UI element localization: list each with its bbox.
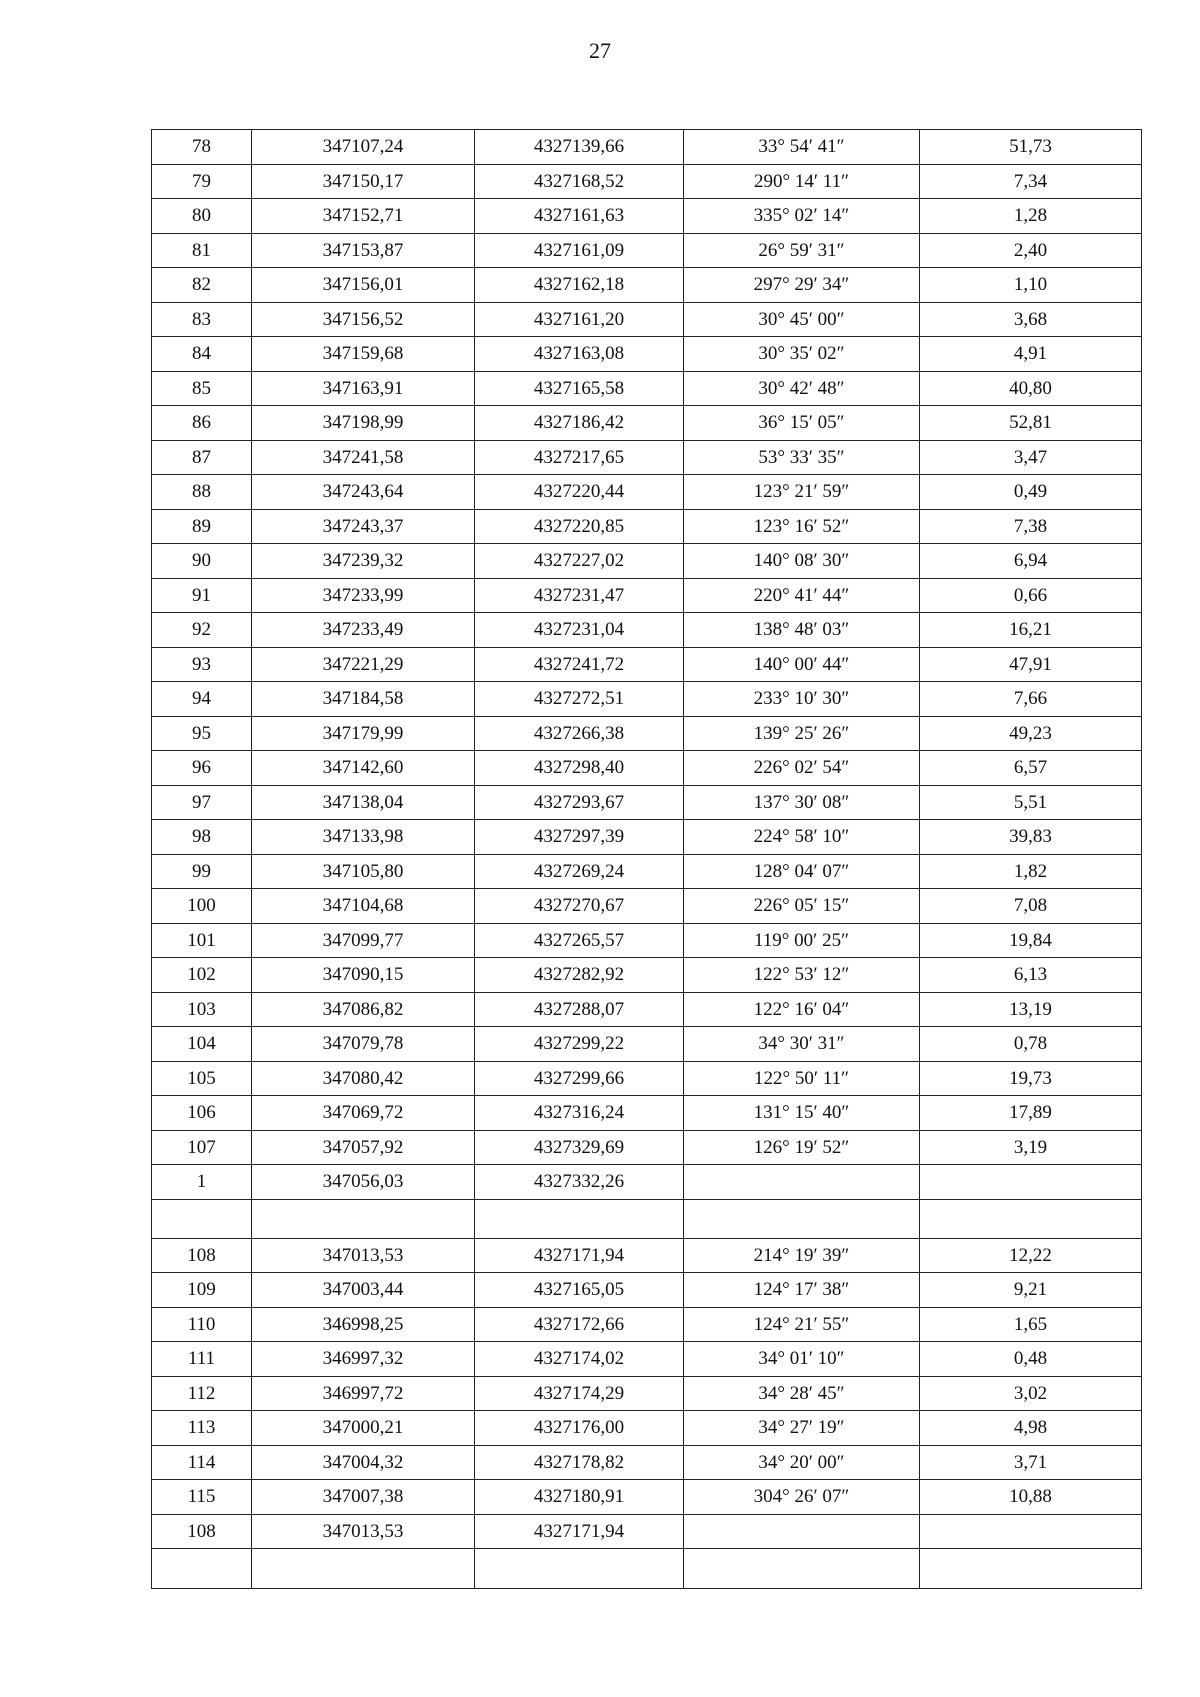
y-coordinate-cell: 4327269,24 [475,854,684,889]
point-number-cell: 95 [152,716,252,751]
x-coordinate-cell: 346998,25 [252,1307,475,1342]
y-coordinate-cell [475,1549,684,1589]
table-row [152,1027,1142,1062]
direction-angle-cell: 290° 14′ 11″ [684,164,920,199]
table-row [152,958,1142,993]
direction-angle-cell: 124° 17′ 38″ [684,1273,920,1308]
point-number-cell: 101 [152,923,252,958]
point-number-cell: 91 [152,578,252,613]
x-coordinate-cell: 347069,72 [252,1096,475,1131]
point-number-cell: 79 [152,164,252,199]
point-number-cell: 112 [152,1376,252,1411]
table-row [152,1445,1142,1480]
distance-cell: 3,19 [920,1130,1142,1165]
distance-cell: 3,47 [920,440,1142,475]
point-number-cell: 99 [152,854,252,889]
direction-angle-cell: 34° 30′ 31″ [684,1027,920,1062]
distance-cell: 52,81 [920,406,1142,441]
point-number-cell: 80 [152,199,252,234]
x-coordinate-cell: 347105,80 [252,854,475,889]
point-number-cell: 90 [152,544,252,579]
table-row [152,475,1142,510]
direction-angle-cell: 34° 01′ 10″ [684,1342,920,1377]
point-number-cell: 104 [152,1027,252,1062]
y-coordinate-cell: 4327299,66 [475,1061,684,1096]
x-coordinate-cell: 347138,04 [252,785,475,820]
table-row [152,1514,1142,1549]
distance-cell: 9,21 [920,1273,1142,1308]
y-coordinate-cell: 4327161,20 [475,302,684,337]
table-row [152,130,1142,165]
x-coordinate-cell: 347003,44 [252,1273,475,1308]
y-coordinate-cell: 4327178,82 [475,1445,684,1480]
distance-cell: 17,89 [920,1096,1142,1131]
y-coordinate-cell: 4327332,26 [475,1165,684,1200]
table-row [152,820,1142,855]
distance-cell: 1,82 [920,854,1142,889]
table-row [152,233,1142,268]
distance-cell: 1,28 [920,199,1142,234]
distance-cell: 39,83 [920,820,1142,855]
direction-angle-cell: 124° 21′ 55″ [684,1307,920,1342]
y-coordinate-cell: 4327231,04 [475,613,684,648]
x-coordinate-cell: 347104,68 [252,889,475,924]
y-coordinate-cell: 4327139,66 [475,130,684,165]
x-coordinate-cell: 347241,58 [252,440,475,475]
point-number-cell: 113 [152,1411,252,1446]
x-coordinate-cell: 347079,78 [252,1027,475,1062]
table-row [152,682,1142,717]
table-row [152,337,1142,372]
point-number-cell: 106 [152,1096,252,1131]
x-coordinate-cell: 347221,29 [252,647,475,682]
y-coordinate-cell: 4327329,69 [475,1130,684,1165]
point-number-cell: 96 [152,751,252,786]
coordinates-table [151,129,1142,1589]
y-coordinate-cell: 4327288,07 [475,992,684,1027]
x-coordinate-cell: 347013,53 [252,1238,475,1273]
table-row [152,268,1142,303]
point-number-cell: 88 [152,475,252,510]
direction-angle-cell: 30° 35′ 02″ [684,337,920,372]
y-coordinate-cell: 4327161,09 [475,233,684,268]
y-coordinate-cell: 4327282,92 [475,958,684,993]
distance-cell: 7,38 [920,509,1142,544]
direction-angle-cell: 34° 28′ 45″ [684,1376,920,1411]
point-number-cell: 89 [152,509,252,544]
y-coordinate-cell: 4327297,39 [475,820,684,855]
y-coordinate-cell: 4327217,65 [475,440,684,475]
y-coordinate-cell [475,1199,684,1238]
distance-cell [920,1514,1142,1549]
distance-cell: 1,65 [920,1307,1142,1342]
point-number-cell: 94 [152,682,252,717]
x-coordinate-cell: 347057,92 [252,1130,475,1165]
distance-cell: 3,68 [920,302,1142,337]
y-coordinate-cell: 4327265,57 [475,923,684,958]
y-coordinate-cell: 4327168,52 [475,164,684,199]
distance-cell: 6,94 [920,544,1142,579]
y-coordinate-cell: 4327161,63 [475,199,684,234]
x-coordinate-cell: 347090,15 [252,958,475,993]
point-number-cell: 108 [152,1238,252,1273]
distance-cell: 13,19 [920,992,1142,1027]
distance-cell: 2,40 [920,233,1142,268]
point-number-cell: 107 [152,1130,252,1165]
table-row [152,785,1142,820]
point-number-cell: 100 [152,889,252,924]
distance-cell [920,1165,1142,1200]
distance-cell: 6,13 [920,958,1142,993]
direction-angle-cell: 220° 41′ 44″ [684,578,920,613]
table-row [152,1199,1142,1238]
distance-cell: 0,49 [920,475,1142,510]
table-row [152,1411,1142,1446]
table-row [152,371,1142,406]
direction-angle-cell: 226° 05′ 15″ [684,889,920,924]
table-row [152,751,1142,786]
x-coordinate-cell: 347159,68 [252,337,475,372]
direction-angle-cell: 33° 54′ 41″ [684,130,920,165]
direction-angle-cell: 224° 58′ 10″ [684,820,920,855]
direction-angle-cell [684,1514,920,1549]
distance-cell: 0,78 [920,1027,1142,1062]
direction-angle-cell: 226° 02′ 54″ [684,751,920,786]
x-coordinate-cell: 347163,91 [252,371,475,406]
table-row [152,716,1142,751]
point-number-cell: 103 [152,992,252,1027]
y-coordinate-cell: 4327176,00 [475,1411,684,1446]
x-coordinate-cell: 347156,52 [252,302,475,337]
point-number-cell: 114 [152,1445,252,1480]
y-coordinate-cell: 4327174,02 [475,1342,684,1377]
point-number-cell: 108 [152,1514,252,1549]
point-number-cell: 105 [152,1061,252,1096]
direction-angle-cell: 36° 15′ 05″ [684,406,920,441]
y-coordinate-cell: 4327231,47 [475,578,684,613]
x-coordinate-cell: 347000,21 [252,1411,475,1446]
y-coordinate-cell: 4327163,08 [475,337,684,372]
y-coordinate-cell: 4327165,05 [475,1273,684,1308]
y-coordinate-cell: 4327298,40 [475,751,684,786]
y-coordinate-cell: 4327266,38 [475,716,684,751]
distance-cell: 19,84 [920,923,1142,958]
distance-cell: 7,08 [920,889,1142,924]
point-number-cell: 1 [152,1165,252,1200]
point-number-cell: 87 [152,440,252,475]
x-coordinate-cell: 347099,77 [252,923,475,958]
distance-cell: 6,57 [920,751,1142,786]
table-row [152,164,1142,199]
point-number-cell: 102 [152,958,252,993]
y-coordinate-cell: 4327171,94 [475,1514,684,1549]
x-coordinate-cell: 347156,01 [252,268,475,303]
distance-cell: 7,66 [920,682,1142,717]
table-row [152,647,1142,682]
point-number-cell: 82 [152,268,252,303]
distance-cell: 40,80 [920,371,1142,406]
table-row [152,854,1142,889]
y-coordinate-cell: 4327299,22 [475,1027,684,1062]
point-number-cell: 98 [152,820,252,855]
x-coordinate-cell: 347152,71 [252,199,475,234]
table-row [152,544,1142,579]
distance-cell: 47,91 [920,647,1142,682]
direction-angle-cell: 139° 25′ 26″ [684,716,920,751]
table-row [152,1096,1142,1131]
table-row [152,1549,1142,1589]
point-number-cell [152,1549,252,1589]
point-number-cell: 97 [152,785,252,820]
x-coordinate-cell [252,1549,475,1589]
distance-cell: 1,10 [920,268,1142,303]
distance-cell: 3,02 [920,1376,1142,1411]
y-coordinate-cell: 4327186,42 [475,406,684,441]
point-number-cell: 83 [152,302,252,337]
table-row [152,302,1142,337]
direction-angle-cell: 122° 50′ 11″ [684,1061,920,1096]
distance-cell [920,1199,1142,1238]
x-coordinate-cell: 347243,37 [252,509,475,544]
distance-cell: 7,34 [920,164,1142,199]
table-row [152,992,1142,1027]
table-row [152,889,1142,924]
page-number: 27 [589,38,611,63]
x-coordinate-cell: 347198,99 [252,406,475,441]
y-coordinate-cell: 4327220,44 [475,475,684,510]
direction-angle-cell: 304° 26′ 07″ [684,1480,920,1515]
y-coordinate-cell: 4327174,29 [475,1376,684,1411]
direction-angle-cell [684,1549,920,1589]
distance-cell: 4,98 [920,1411,1142,1446]
point-number-cell: 115 [152,1480,252,1515]
y-coordinate-cell: 4327272,51 [475,682,684,717]
table-row [152,1061,1142,1096]
distance-cell: 10,88 [920,1480,1142,1515]
direction-angle-cell: 137° 30′ 08″ [684,785,920,820]
x-coordinate-cell: 347243,64 [252,475,475,510]
point-number-cell: 85 [152,371,252,406]
table-row [152,440,1142,475]
table-row [152,1376,1142,1411]
direction-angle-cell: 119° 00′ 25″ [684,923,920,958]
x-coordinate-cell: 347239,32 [252,544,475,579]
y-coordinate-cell: 4327180,91 [475,1480,684,1515]
x-coordinate-cell: 347107,24 [252,130,475,165]
point-number-cell: 86 [152,406,252,441]
y-coordinate-cell: 4327172,66 [475,1307,684,1342]
direction-angle-cell: 123° 16′ 52″ [684,509,920,544]
y-coordinate-cell: 4327171,94 [475,1238,684,1273]
x-coordinate-cell: 347153,87 [252,233,475,268]
distance-cell: 19,73 [920,1061,1142,1096]
direction-angle-cell [684,1199,920,1238]
direction-angle-cell: 131° 15′ 40″ [684,1096,920,1131]
x-coordinate-cell: 347179,99 [252,716,475,751]
table-row [152,1238,1142,1273]
table-row [152,1480,1142,1515]
y-coordinate-cell: 4327316,24 [475,1096,684,1131]
y-coordinate-cell: 4327220,85 [475,509,684,544]
direction-angle-cell: 34° 27′ 19″ [684,1411,920,1446]
point-number-cell: 109 [152,1273,252,1308]
direction-angle-cell: 140° 00′ 44″ [684,647,920,682]
distance-cell: 0,66 [920,578,1142,613]
distance-cell: 12,22 [920,1238,1142,1273]
x-coordinate-cell: 347142,60 [252,751,475,786]
distance-cell: 51,73 [920,130,1142,165]
direction-angle-cell: 138° 48′ 03″ [684,613,920,648]
point-number-cell: 111 [152,1342,252,1377]
distance-cell: 0,48 [920,1342,1142,1377]
direction-angle-cell: 335° 02′ 14″ [684,199,920,234]
x-coordinate-cell: 347184,58 [252,682,475,717]
x-coordinate-cell: 347056,03 [252,1165,475,1200]
x-coordinate-cell: 347233,99 [252,578,475,613]
x-coordinate-cell: 346997,32 [252,1342,475,1377]
direction-angle-cell: 233° 10′ 30″ [684,682,920,717]
point-number-cell: 93 [152,647,252,682]
x-coordinate-cell: 347150,17 [252,164,475,199]
table-row [152,1130,1142,1165]
distance-cell [920,1549,1142,1589]
point-number-cell: 92 [152,613,252,648]
direction-angle-cell: 123° 21′ 59″ [684,475,920,510]
table-row [152,923,1142,958]
y-coordinate-cell: 4327270,67 [475,889,684,924]
point-number-cell: 78 [152,130,252,165]
y-coordinate-cell: 4327162,18 [475,268,684,303]
distance-cell: 49,23 [920,716,1142,751]
table-row [152,1307,1142,1342]
distance-cell: 4,91 [920,337,1142,372]
direction-angle-cell [684,1165,920,1200]
direction-angle-cell: 122° 53′ 12″ [684,958,920,993]
x-coordinate-cell: 347004,32 [252,1445,475,1480]
y-coordinate-cell: 4327227,02 [475,544,684,579]
direction-angle-cell: 26° 59′ 31″ [684,233,920,268]
y-coordinate-cell: 4327241,72 [475,647,684,682]
direction-angle-cell: 297° 29′ 34″ [684,268,920,303]
distance-cell: 5,51 [920,785,1142,820]
direction-angle-cell: 30° 42′ 48″ [684,371,920,406]
distance-cell: 3,71 [920,1445,1142,1480]
x-coordinate-cell: 347086,82 [252,992,475,1027]
y-coordinate-cell: 4327293,67 [475,785,684,820]
direction-angle-cell: 30° 45′ 00″ [684,302,920,337]
table-row [152,613,1142,648]
direction-angle-cell: 140° 08′ 30″ [684,544,920,579]
table-row [152,578,1142,613]
direction-angle-cell: 126° 19′ 52″ [684,1130,920,1165]
point-number-cell: 81 [152,233,252,268]
table-row [152,1165,1142,1200]
point-number-cell: 110 [152,1307,252,1342]
table-row [152,1273,1142,1308]
table-row [152,199,1142,234]
direction-angle-cell: 34° 20′ 00″ [684,1445,920,1480]
direction-angle-cell: 128° 04′ 07″ [684,854,920,889]
table-row [152,509,1142,544]
x-coordinate-cell: 347080,42 [252,1061,475,1096]
x-coordinate-cell: 347133,98 [252,820,475,855]
x-coordinate-cell: 346997,72 [252,1376,475,1411]
distance-cell: 16,21 [920,613,1142,648]
x-coordinate-cell: 347013,53 [252,1514,475,1549]
point-number-cell [152,1199,252,1238]
x-coordinate-cell: 347233,49 [252,613,475,648]
direction-angle-cell: 214° 19′ 39″ [684,1238,920,1273]
table-row [152,406,1142,441]
table-row [152,1342,1142,1377]
x-coordinate-cell [252,1199,475,1238]
x-coordinate-cell: 347007,38 [252,1480,475,1515]
direction-angle-cell: 53° 33′ 35″ [684,440,920,475]
point-number-cell: 84 [152,337,252,372]
y-coordinate-cell: 4327165,58 [475,371,684,406]
direction-angle-cell: 122° 16′ 04″ [684,992,920,1027]
